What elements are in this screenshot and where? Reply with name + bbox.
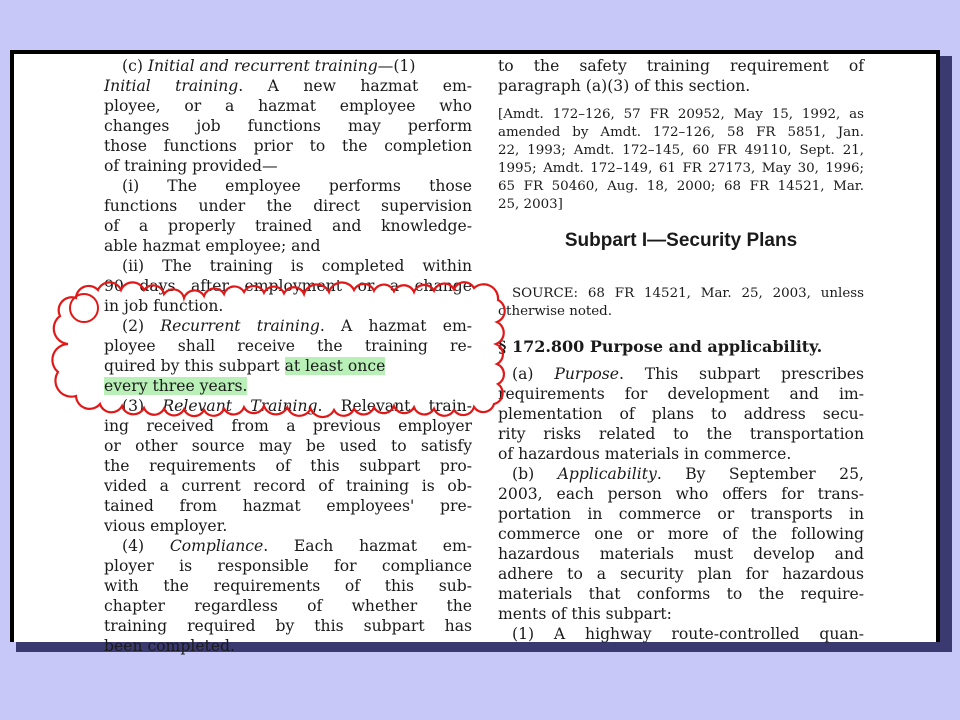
text-line: in job function.: [104, 297, 224, 315]
text-line: ployer is responsible for compliance: [104, 557, 472, 575]
text-line: (1) A highway route-controlled quan-: [512, 625, 864, 643]
text-line: commerce one or more of the following: [498, 525, 864, 543]
citation-line: [Amdt. 172–126, 57 FR 20952, May 15, 1992, as: [498, 107, 864, 122]
text-line: ments of this subpart:: [498, 605, 672, 623]
text-line: able hazmat employee; and: [104, 237, 321, 255]
text-line: those functions prior to the completion: [104, 137, 472, 155]
source-line: otherwise noted.: [498, 304, 613, 319]
text-line: (2) Recurrent training. A hazmat em-: [122, 317, 472, 335]
text-line: requirements for development and im-: [498, 385, 864, 403]
source-line: SOURCE: 68 FR 14521, Mar. 25, 2003, unless: [512, 286, 864, 301]
citation-line: 1995; Amdt. 172–149, 61 FR 27173, May 30, 1996;: [498, 161, 864, 176]
subpart-heading: Subpart I—Security Plans: [564, 230, 798, 251]
text-line: adhere to a security plan for hazardous: [498, 565, 864, 583]
text-line: plementation of plans to address secu-: [498, 405, 864, 423]
text-line: quired by this subpart at least once: [104, 357, 386, 375]
text-line: (i) The employee performs those: [122, 177, 472, 195]
text-line: functions under the direct supervision: [104, 197, 472, 215]
citation-line: 65 FR 50460, Aug. 18, 2000; 68 FR 14521, Mar.: [498, 179, 864, 194]
text-line: chapter regardless of whether the: [104, 597, 472, 615]
text-line: (3) Relevant Training. Relevant train-: [122, 397, 472, 415]
text-line: with the requirements of this sub-: [104, 577, 472, 595]
text-line: (c) Initial and recurrent training—(1): [122, 57, 416, 75]
cloud-loop: [70, 294, 98, 322]
text-line: of hazardous materials in commerce.: [498, 445, 792, 463]
text-line: the requirements of this subpart pro-: [104, 457, 472, 475]
text-line: Initial training. A new hazmat em-: [104, 77, 473, 95]
text-line: of training provided—: [104, 157, 278, 175]
text-line: (a) Purpose. This subpart prescribes: [512, 365, 865, 383]
text-line: paragraph (a)(3) of this section.: [498, 77, 751, 95]
text-line: ployee, or a hazmat employee who: [104, 97, 472, 115]
citation-line: 25, 2003]: [498, 197, 563, 212]
citation-line: amended by Amdt. 172–126, 58 FR 5851, Jan.: [498, 125, 864, 140]
text-line: ployee shall receive the training re-: [104, 337, 472, 355]
text-line: materials that conforms to the require-: [498, 585, 864, 603]
text-line: or other source may be used to satisfy: [104, 437, 472, 455]
text-line: vious employer.: [104, 517, 228, 535]
text-line: portation in commerce or transports in: [498, 505, 864, 523]
highlighted-text: every three years.: [104, 377, 248, 395]
text-line: 90 days after employment or a change: [104, 277, 472, 295]
text-line: changes job functions may perform: [104, 117, 472, 135]
text-line: 2003, each person who offers for trans-: [498, 485, 864, 503]
text-line: been completed.: [104, 637, 235, 655]
text-line: rity risks related to the transportation: [498, 425, 864, 443]
text-line: to the safety training requirement of: [498, 57, 864, 75]
cloud-outline: [52, 282, 504, 417]
text-line: (4) Compliance. Each hazmat em-: [122, 537, 472, 555]
document-page: [14, 54, 936, 655]
section-heading: § 172.800 Purpose and applicability.: [498, 337, 823, 356]
text-line: hazardous materials must develop and: [498, 545, 864, 563]
highlighted-text: at least once: [284, 357, 386, 375]
text-line: ing received from a previous employer: [104, 417, 472, 435]
text-line: (b) Applicability. By September 25,: [512, 465, 864, 483]
text-line: of a properly trained and knowledge-: [104, 217, 472, 235]
text-line: (ii) The training is completed within: [122, 257, 472, 275]
revision-cloud: [14, 54, 936, 642]
citation-line: 22, 1993; Amdt. 172–145, 60 FR 49110, Sept. 21,: [498, 143, 864, 158]
text-line: tained from hazmat employees' pre-: [104, 497, 472, 515]
text-line: training required by this subpart has: [104, 617, 472, 635]
text-line: vided a current record of training is ob-: [104, 477, 472, 495]
